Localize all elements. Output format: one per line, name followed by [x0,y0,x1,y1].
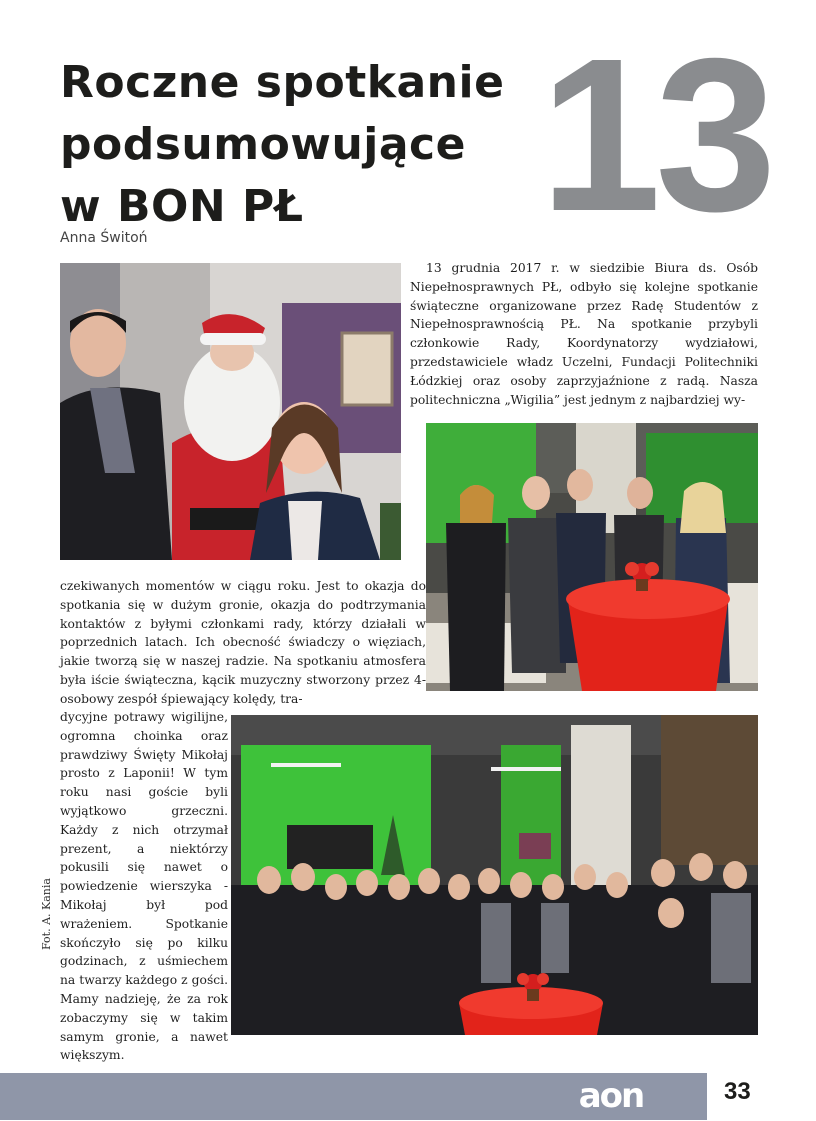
paragraph-text-3: dycyjne potrawy wigilijne, ogromna choinka oraz prawdziwy Święty Mikołaj prosto z Laponii! W tym roku nasi goście byli wyjątkowo grzeczni. Każdy z nich otrzymał prezent, a niektórzy pokusili się nawet o powiedzenie wierszyka - Mikołaj był pod wrażeniem. Spotkanie skończyło się po kilku godzinach, z uśmiechem na twarzy każdego z gości. Mamy nadzieję, że za rok zobaczymy się w takim samym gronie, a nawet większym. [60,710,228,1063]
page-number: 33 [724,1078,751,1105]
photo-credit: Fot. A. Kania [40,878,53,950]
paragraph-text-1: 13 grudnia 2017 r. w siedzibie Biura ds. Osób Niepełnosprawnych PŁ, odbyło się kolejne spotkanie świąteczne organizowane przez Radę Studentów z Niepełnosprawnością PŁ. Na spotkanie przybyli członkowie Rady, Koordynatorzy wydziałowi, przedstawiciele władz Uczelni, Fundacji Politechniki Łódzkiej oraz osoby zaprzyjaźnione z radą. Nasza politechniczna „Wigilia” jest jednym z najbardziej wy- [410,261,758,407]
section-number: 13 [540,14,771,257]
paragraph-text-2: czekiwanych momentów w ciągu roku. Jest to okazja do spotkania się w dużym gronie, okazja do podtrzymania kontaktów z byłymi członkami rady, którzy działali w poprzednich latach. Ich obecność świadczy o więziach, jakie tworzą się w naszej radzie. Na spotkaniu atmosfera była iście świąteczna, kącik muzyczny stworzony przez 4-osobowy zespół śpiewający kolędy, tra- [60,579,426,706]
magazine-logo: aon [578,1076,644,1116]
body-paragraph-2 [60,577,426,709]
photo-group [231,715,758,1035]
photo-guests-table [426,423,758,691]
photo-santa [60,263,401,560]
article-title [60,52,560,238]
title-line-1: Roczne spotkanie [60,57,505,108]
body-paragraph-1 [410,259,758,409]
title-line-2: podsumowujące [60,119,466,170]
title-line-3: w BON PŁ [60,181,304,232]
body-paragraph-3 [60,708,228,1065]
author-name: Anna Świtoń [60,230,148,246]
